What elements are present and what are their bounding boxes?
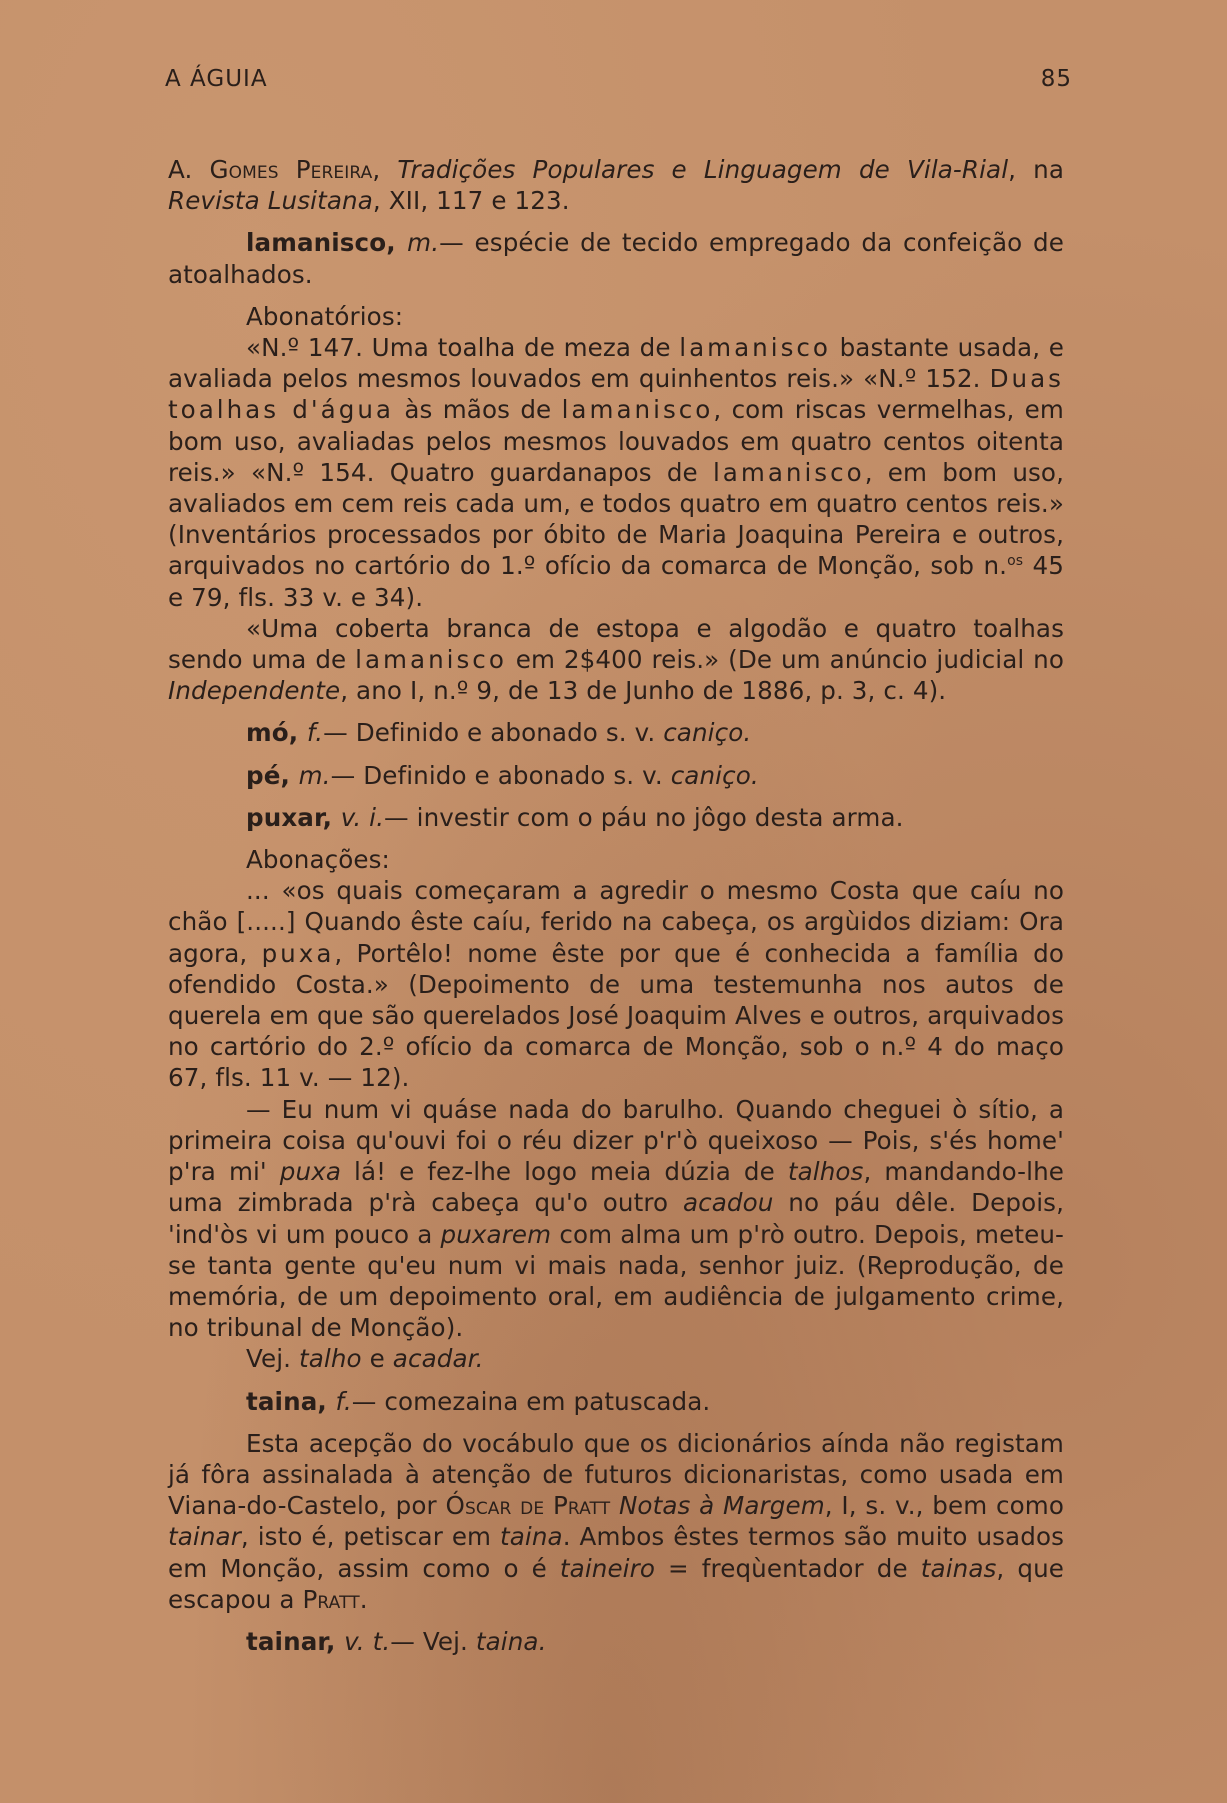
running-head	[165, 66, 1072, 106]
work-title: Tradições Populares e Linguagem de Vila-Rial	[397, 155, 1009, 184]
italic-word: tainas	[920, 1553, 997, 1583]
quote-paragraph	[168, 613, 1064, 707]
cross-reference: taina.	[475, 1626, 547, 1656]
headword: taina,	[246, 1386, 336, 1416]
text: .	[359, 1584, 368, 1614]
reference-paragraph	[168, 154, 1064, 216]
text	[610, 1491, 619, 1520]
text: «N.º 147. Uma toalha de meza de	[246, 333, 680, 363]
headword: puxar,	[246, 802, 341, 832]
abonacoes-label: Abonações:	[246, 845, 390, 875]
text: às mãos de	[394, 395, 562, 425]
text: , na	[1008, 155, 1064, 184]
author-name: Gomes Pereira	[209, 155, 373, 184]
text: , isto é, petiscar em	[240, 1522, 501, 1552]
italic-word: talhos	[787, 1157, 864, 1187]
definition: — comezaina em patuscada.	[351, 1386, 711, 1416]
text: no páu dêle. Depois, 'ind'òs vi um pouco a	[168, 1188, 1064, 1249]
entry-taina	[168, 1386, 1064, 1417]
entry-mo	[168, 717, 1064, 748]
spaced-word: lamanisco	[355, 645, 507, 675]
spaced-word: lamanisco	[561, 395, 714, 425]
page-number: 85	[1040, 66, 1072, 92]
entry-tainar	[168, 1626, 1064, 1657]
spaced-word: Duas toalhas d'água	[168, 364, 1064, 425]
see-also	[168, 1343, 1064, 1374]
spaced-word: lamanisco	[679, 333, 831, 363]
note-paragraph	[168, 1428, 1064, 1615]
text: Esta acepção do vocábulo que os dicionários aínda não registam já fôra assinalada à atenção de futuros dicionaristas, como usada em Viana-do-Castelo, por	[168, 1428, 1064, 1521]
quote-paragraph	[168, 332, 1064, 613]
text: = freqùentador de	[654, 1553, 921, 1583]
entry-lamanisco	[168, 227, 1064, 289]
grammar-label: m.	[407, 228, 440, 258]
text: bastante usada, e avaliada pelos mesmos louvados em quinhentos reis.» «N.º 152.	[168, 333, 1064, 394]
definition: — investir com o páu no jôgo desta arma.	[384, 802, 904, 832]
author-name: Óscar de Pratt	[445, 1491, 611, 1521]
cross-reference: caniço.	[670, 760, 759, 790]
headword: mó,	[246, 718, 307, 748]
italic-word: tainar	[168, 1522, 241, 1552]
text: e	[361, 1344, 393, 1374]
author-name: Pratt	[302, 1584, 360, 1614]
italic-word: puxarem	[440, 1219, 552, 1249]
cross-reference: talho	[299, 1344, 362, 1374]
spaced-word: lamanisco	[712, 457, 865, 487]
text: . Ambos êstes termos são muito usados em Monção, assim como o é	[168, 1522, 1064, 1583]
work-title: Notas à Margem	[618, 1491, 825, 1521]
grammar-label: f.	[306, 718, 324, 748]
text: ,	[372, 155, 398, 184]
definition: — espécie de tecido empregado da confeição de atoalhados.	[168, 228, 1064, 289]
grammar-label: f.	[335, 1386, 352, 1416]
journal-name: Revista Lusitana	[168, 186, 373, 216]
text: A.	[168, 155, 210, 184]
text: — Vej.	[390, 1626, 476, 1656]
cross-reference: caniço.	[663, 718, 752, 748]
text: 45 e 79, fls. 33 v. e 34).	[168, 551, 1064, 612]
text: Vej.	[246, 1344, 300, 1374]
entry-pe	[168, 760, 1064, 791]
text: , ano I, n.º 9, de 13 de Junho de 1886, p. 3, c. 4).	[340, 676, 947, 706]
text: , em bom uso, avaliados em cem reis cada um, e todos quatro em quatro centos reis.» (Inventários processados por óbito de Maria Joaquina Pereira e outros, arquivados no cartório do 1.º ofício da comarca de Monção, sob n.	[168, 457, 1064, 581]
headword: lamanisco,	[246, 228, 408, 258]
spaced-word: puxa	[261, 938, 335, 968]
headword: pé,	[246, 760, 299, 790]
superscript: os	[1007, 553, 1024, 570]
text: com alma um p'rò outro. Depois, meteu-se tanta gente qu'eu num vi mais nada, senhor juiz. (Reprodução, de memória, de um depoimento oral, em audiência de julgamento crime, no tribunal de Monção).	[168, 1219, 1064, 1343]
text: , I, s. v., bem como	[824, 1491, 1065, 1521]
grammar-label: m.	[298, 760, 331, 790]
italic-word: Independente	[168, 676, 341, 706]
italic-word: taina	[500, 1522, 563, 1552]
headword: tainar,	[246, 1626, 345, 1656]
text: , com riscas vermelhas, em bom uso, avaliadas pelos mesmos louvados em quatro centos oitenta reis.» «N.º 154. Quatro guardanapos de	[168, 395, 1064, 487]
text: lá! e fez-lhe logo meia dúzia de	[341, 1157, 788, 1187]
quote-paragraph	[168, 875, 1064, 1093]
text: em 2$400 reis.» (De um anúncio judicial no	[506, 645, 1064, 675]
page-content	[168, 154, 1064, 1657]
text: , Portêlo! nome êste por que é conhecida a família do ofendido Costa.» (Depoimento de uma testemunha nos autos de querela em que são querelados José Joaquim Alves e outros, arquivados no cartório do 2.º ofício da comarca de Monção, sob o n.º 4 do maço 67, fls. 11 v. — 12).	[168, 938, 1064, 1093]
text: , que escapou a	[168, 1553, 1064, 1614]
text: , XII, 117 e 123.	[372, 186, 570, 216]
text: — Definido e abonado s. v.	[330, 760, 671, 790]
text: — Definido e abonado s. v.	[323, 718, 664, 748]
italic-word: taineiro	[559, 1553, 655, 1583]
quote-paragraph	[168, 1094, 1064, 1344]
italic-word: puxa	[279, 1157, 342, 1187]
text: , mandando-lhe uma zimbrada p'rà cabeça qu'o outro	[168, 1157, 1065, 1218]
page	[165, 66, 1072, 1657]
text: «Uma coberta branca de estopa e algodão e quatro toalhas sendo uma de	[168, 613, 1064, 675]
grammar-label: v. i.	[340, 802, 385, 832]
italic-word: acadou	[682, 1188, 774, 1218]
text: — Eu num vi quáse nada do barulho. Quando cheguei ò sítio, a primeira coisa qu'ouvi foi o réu dizer p'r'ò queixoso — Pois, s'és home' p'ra mi'	[168, 1094, 1064, 1187]
journal-title: A ÁGUIA	[165, 66, 268, 92]
entry-puxar	[168, 802, 1064, 833]
abonatorios-label: Abonatórios:	[246, 301, 404, 331]
cross-reference: acadar.	[392, 1344, 484, 1374]
grammar-label: v. t.	[344, 1626, 391, 1656]
text: ... «os quais começaram a agredir o mesmo Costa que caíu no chão [.....] Quando êste caíu, ferido na cabeça, os argùidos diziam: Ora agora,	[168, 876, 1064, 968]
